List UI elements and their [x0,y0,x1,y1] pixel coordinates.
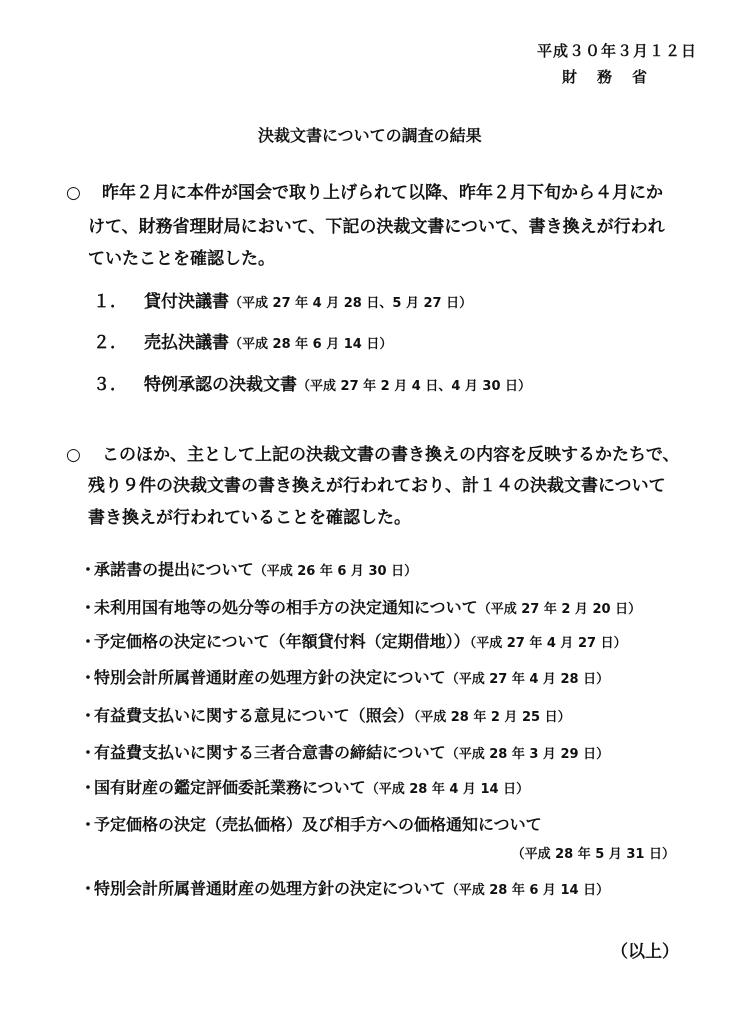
section2-marker: ○ [66,445,81,465]
bullet-symbol: ・ [80,598,97,617]
bullet-text: 有益費支払いに関する三者合意書の締結について [94,743,446,762]
bullet-item [80,595,641,618]
item-date: （平成 27 年 2 月 4 日、4 月 30 日） [297,379,532,394]
item-number: １． [93,292,127,312]
bullet-date: （平成 26 年 6 月 30 日） [253,564,418,579]
document-date: 平成３０年３月１２日 [536,42,697,60]
bullet-symbol: ・ [80,743,97,762]
bullet-text: 予定価格の決定について（年額貸付料（定期借地）） [94,632,470,651]
bullet-item [80,703,571,726]
item-date: （平成 27 年 4 月 28 日、5 月 27 日） [229,296,473,311]
issuing-ministry: 財務省 [562,68,668,86]
bullet-text: 承諾書の提出について [94,560,254,579]
item-number: ２． [93,333,127,353]
section2-line-2: 残り９件の決裁文書の書き換えが行われており、計１４の決裁文書について [88,476,666,496]
bullet-symbol: ・ [80,815,97,834]
bullet-text: 国有財産の鑑定評価委託業務について [94,778,366,797]
bullet-text: 有益費支払いに関する意見について（照会） [94,706,414,725]
bullet-date: （平成 28 年 6 月 14 日） [445,883,610,898]
section2-line-3: 書き換えが行われていることを確認した。 [88,508,411,528]
item-name: 貸付決議書 [144,292,229,312]
bullet-item [80,629,627,652]
bullet-text: 特別会計所属普通財産の処理方針の決定について [94,668,446,687]
list-item [93,328,392,353]
bullet-text: 予定価格の決定（売払価格）及び相手方への価格通知について [94,815,542,834]
bullet-date: （平成 27 年 2 月 20 日） [477,602,642,617]
section1-line-2: けて、財務省理財局において、下記の決裁文書について、書き換えが行われ [88,217,665,237]
bullet-date: （平成 28 年 4 月 14 日） [365,782,530,797]
item-number: ３． [93,375,127,395]
bullet-symbol: ・ [80,778,97,797]
bullet-item [80,665,609,688]
item-name: 売払決議書 [144,333,229,353]
closing-mark: （以上） [611,942,679,962]
bullet-item [80,557,417,580]
section1-line-3: ていたことを確認した。 [88,249,275,269]
document-title: 決裁文書についての調査の結果 [258,126,482,145]
bullet-symbol: ・ [80,879,97,898]
list-item [93,287,472,312]
list-item [93,370,531,395]
bullet-symbol: ・ [80,560,97,579]
section1-marker: ○ [66,183,81,203]
section2-first-line [66,440,680,465]
bullet-date: （平成 28 年 2 月 25 日） [413,710,571,725]
bullet-date: （平成 27 年 4 月 28 日） [445,672,610,687]
item-date: （平成 28 年 6 月 14 日） [229,337,393,352]
bullet-date: （平成 27 年 4 月 27 日） [469,636,627,651]
bullet-item [80,740,609,763]
bullet-symbol: ・ [80,632,97,651]
bullet-item [80,812,542,835]
bullet-item [80,876,609,899]
section2-line-1: このほか、主として上記の決裁文書の書き換えの内容を反映するかたちで、 [102,445,680,465]
bullet-symbol: ・ [80,706,97,725]
item-name: 特例承認の決裁文書 [144,375,297,395]
bullet-item [80,775,529,798]
section1-line-1: 昨年２月に本件が国会で取り上げられて以降、昨年２月下旬から４月にか [102,183,663,203]
bullet-date: （平成 28 年 3 月 29 日） [445,747,610,762]
section1-first-line [66,178,663,203]
bullet-text: 特別会計所属普通財産の処理方針の決定について [94,879,446,898]
bullet-symbol: ・ [80,668,97,687]
bullet-text: 未利用国有地等の処分等の相手方の決定通知について [94,598,478,617]
bullet-date: （平成 28 年 5 月 31 日） [511,847,675,862]
